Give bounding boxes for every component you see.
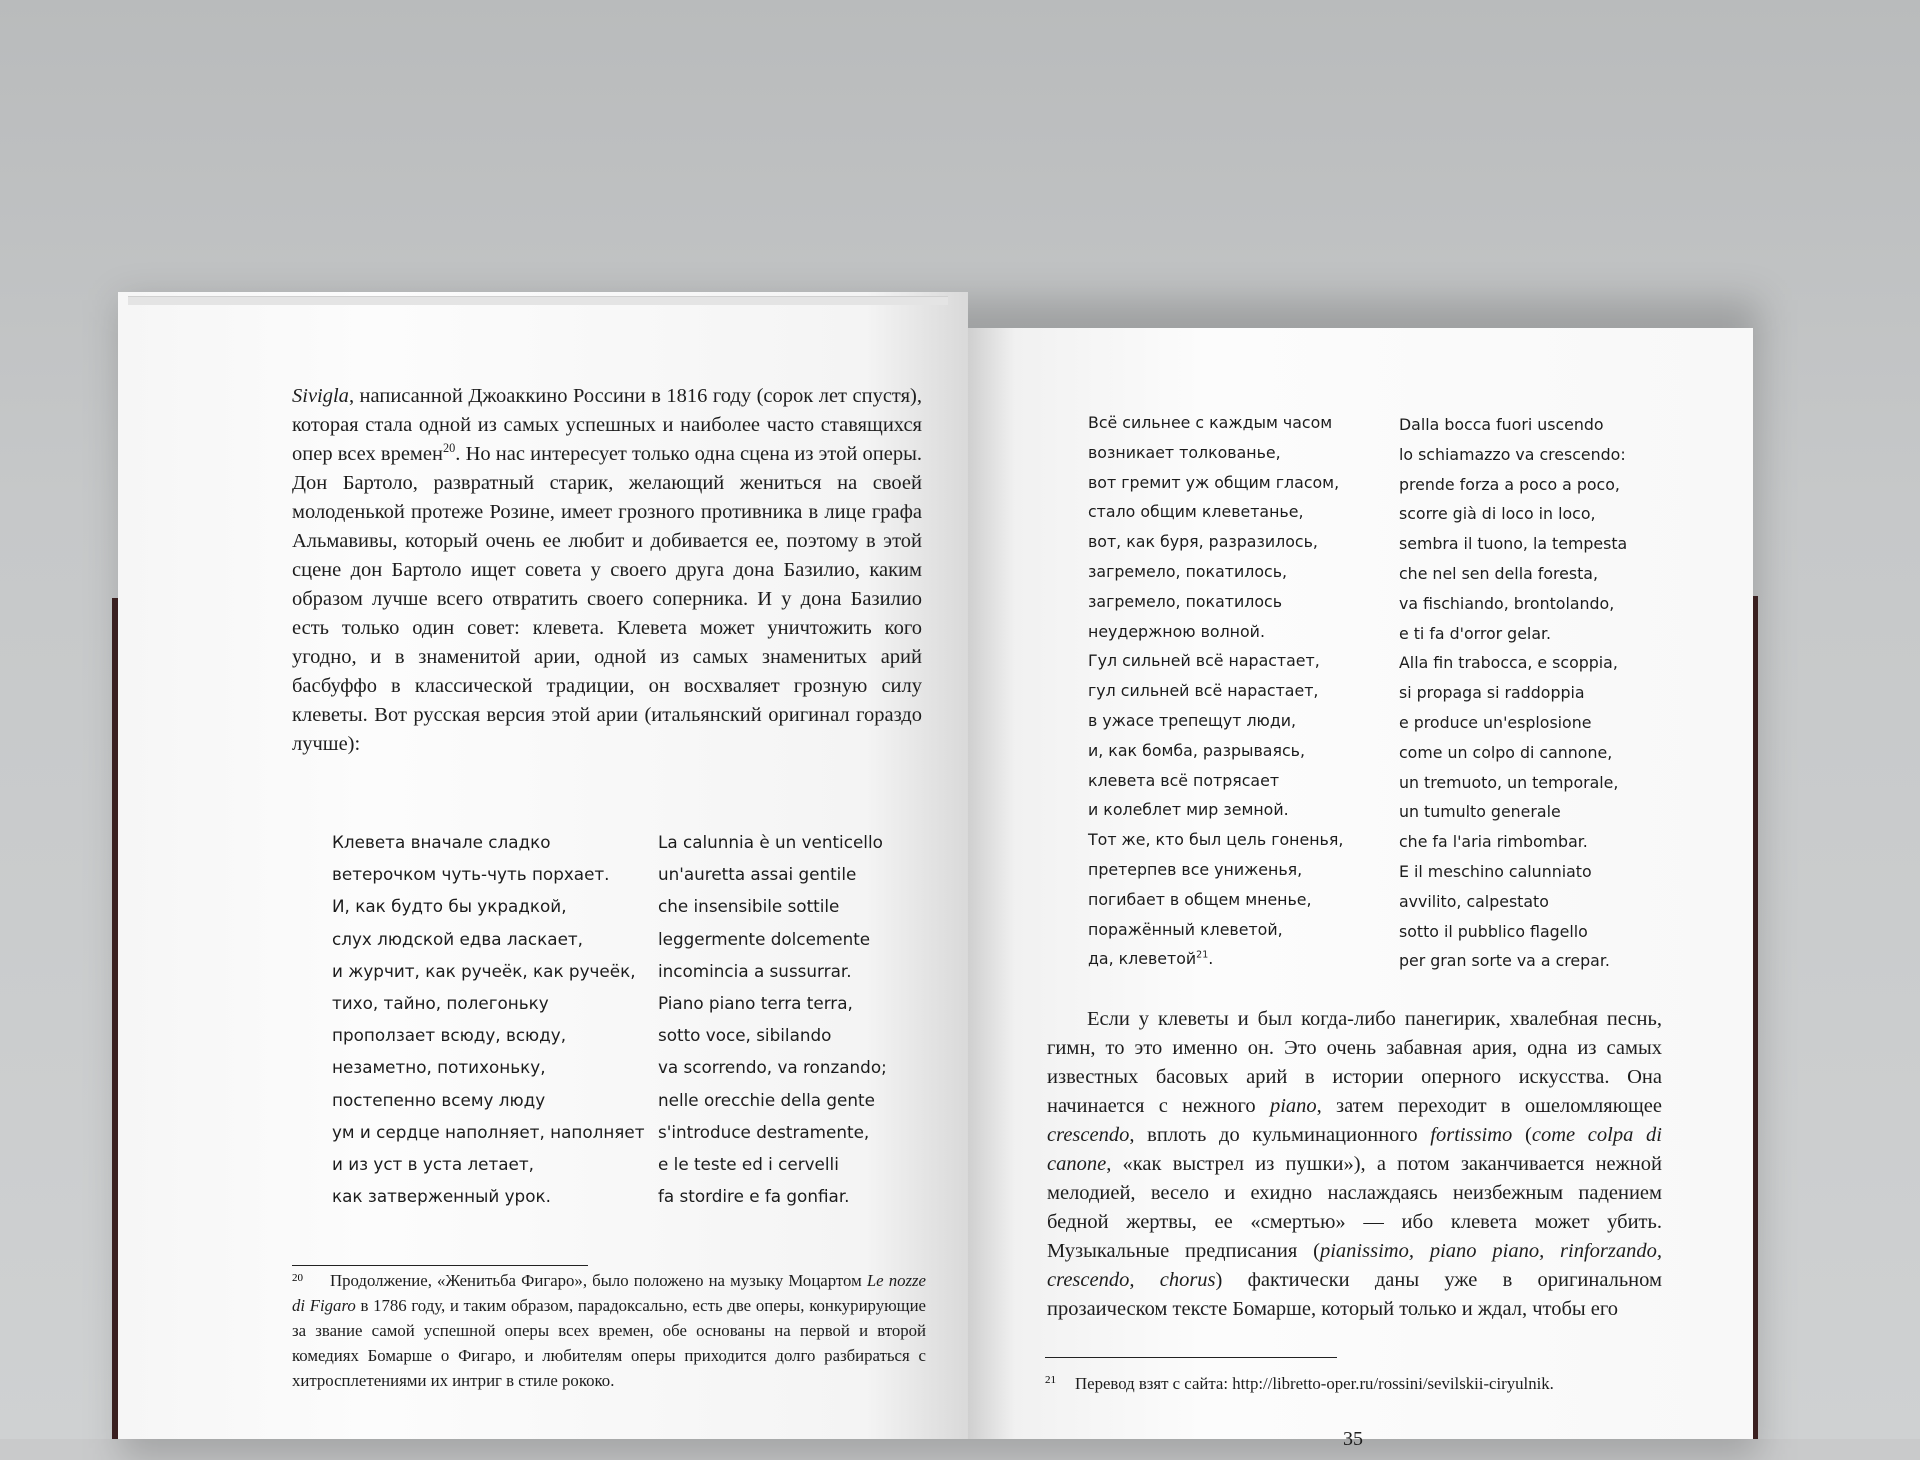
footnote-ref: 20: [442, 441, 456, 456]
left-paragraph: [292, 382, 922, 759]
verse-line-ru: Тот же, кто был цель гоненья,: [1088, 830, 1344, 850]
verse-line-it: La calunnia è un venticello: [658, 832, 883, 852]
verse-line-ru: И, как будто бы украдкой,: [332, 896, 567, 917]
verse-line-ru: и журчит, как ручеёк, как ручеёк,: [332, 960, 636, 981]
text-run: fortissimo: [1430, 1124, 1513, 1146]
verse-line-it: lo schiamazzo va crescendo:: [1399, 444, 1626, 464]
text-run: Sivigla: [292, 385, 349, 407]
verse-line-it: che insensibile sottile: [658, 896, 840, 917]
footnote-20: [292, 1268, 926, 1393]
text-run: Продолжение, «Женитьба Фигаро», было положено на музыку Моцартом: [330, 1271, 867, 1290]
verse-line-ru: как затверженный урок.: [332, 1186, 551, 1207]
verse-line-it: e ti fa d'orror gelar.: [1399, 623, 1552, 643]
footnote-number-20: 20: [292, 1272, 303, 1284]
verse-line-ru: загремело, покатилось: [1088, 591, 1283, 611]
verse-line-it: sotto voce, sibilando: [658, 1025, 832, 1046]
verse-line-it: prende forza a poco a poco,: [1399, 474, 1620, 494]
text-run: . Но нас интересует только одна сцена из этой оперы. Дон Бартоло, развратный старик, желающий жениться на своей молоденькой протеже Розине, имеет грозного противника в лице графа Альмавивы, который очень ее любит и добивается ее, поэтому в этой сцене дон Бартоло ищет совета у своего друга дона Базилио, каким образом лучше всего отвратить своего соперника. И у дона Базилио есть только один совет: клевета. Клевета может уничтожить кого угодно, и в знаменитой арии, одной из самых знаменитых арий басбуффо в классической традиции, он восхваляет грозную силу клеветы. Вот русская версия этой арии (итальянский оригинал гораздо лучше):: [292, 443, 922, 755]
verse-line-it: un'auretta assai gentile: [658, 864, 857, 885]
verse-line-ru: Всё сильнее с каждым часом: [1088, 413, 1333, 432]
text-run: , написанной Джоаккино Россини в 1816 году (сорок лет спустя), которая стала одной из самых успешных и наиболее часто ставящихся опер всех времен: [292, 385, 922, 465]
verse-line-it: che fa l'aria rimbombar.: [1399, 832, 1588, 852]
verse-line-ru: ум и сердце наполняет, наполняет: [332, 1121, 645, 1142]
right-paragraph: [1047, 1005, 1662, 1324]
verse-line-it: un tumulto generale: [1399, 802, 1561, 822]
verse-line-ru: и из уст в уста летает,: [332, 1154, 534, 1175]
verse-line-it: va fischiando, brontolando,: [1399, 593, 1615, 613]
footnote-ref-21: 21: [1196, 950, 1209, 962]
page-number: 35: [1343, 1428, 1363, 1450]
verse-line-ru: проползает всюду, всюду,: [332, 1025, 567, 1046]
verse-line-ru: и колеблет мир земной.: [1088, 800, 1289, 820]
verse-line-ru: загремело, покатилось,: [1088, 561, 1288, 581]
verse-line-it: si propaga si raddoppia: [1399, 683, 1585, 703]
verse-line-ru: Клевета вначале сладко: [332, 832, 551, 852]
verse-line-ru: постепенно всему люду: [332, 1089, 546, 1110]
text-run: Если у клеветы и был когда-либо панегирик, хвалебная песнь, гимн, то это именно он. Это очень забавная ария, одна из самых известных басовых арий в истории оперного искусства. Она начинается с нежного: [1047, 1008, 1662, 1117]
verse-line-ru: клевета всё потрясает: [1088, 770, 1280, 790]
verse-line-ru: погибает в общем мненье,: [1088, 889, 1312, 909]
verse-line-it: e le teste ed i cervelli: [658, 1154, 839, 1175]
verse-line-ru: стало общим клеветанье,: [1088, 502, 1304, 522]
text-run: Le nozze di Figaro: [292, 1271, 926, 1315]
verse-line-it: Alla fin trabocca, e scoppia,: [1399, 653, 1618, 673]
verse-line-ru: Гул сильней всё нарастает,: [1088, 651, 1320, 671]
verse-line-ru: тихо, тайно, полегоньку: [332, 993, 549, 1014]
verse-line-it: sembra il tuono, la tempesta: [1399, 534, 1628, 554]
verse-line-it: E il meschino calunniato: [1399, 861, 1592, 881]
text-run: , «как выстрел из пушки»), а потом заканчивается нежной мелодией, весело и ехидно наслаждаясь неизбежным падением бедной жертвы, ее «смертью» — ибо клевета может убить. Музыкальные предписания (: [1047, 1153, 1662, 1262]
verse-line-it: incomincia a sussurrar.: [658, 960, 852, 981]
footnote-rule-right: [1045, 1357, 1337, 1358]
verse-line-ru: в ужасе трепещут люди,: [1088, 710, 1297, 730]
text-run: в 1786 году, и таким образом, парадоксально, есть две оперы, конкурирующие за звание самой успешной оперы всех времен, обе основаны на первой и второй комедиях Бомарше о Фигаро, и любителям оперы приходится долго разбираться с хитросплетениями их интриг в стиле рококо.: [292, 1296, 926, 1390]
verse-line-it: per gran sorte va a crepar.: [1399, 951, 1610, 971]
right-verse-italian: [1399, 410, 1627, 976]
verse-line-it: leggermente dolcemente: [658, 928, 871, 949]
left-page-stack: [128, 296, 948, 305]
verse-line-ru: слух людской едва ласкает,: [332, 928, 583, 949]
verse-line-ru: ветерочком чуть-чуть порхает.: [332, 864, 610, 885]
left-verse-russian: [332, 826, 645, 1212]
verse-line-it: Dalla bocca fuori uscendo: [1399, 415, 1604, 434]
verse-line-it: nelle orecchie della gente: [658, 1089, 875, 1110]
verse-line-ru: возникает толкованье,: [1088, 442, 1281, 462]
verse-line-it: e produce un'esplosione: [1399, 712, 1592, 732]
text-run: pianissimo, piano piano, rinforzando, crescendo, chorus: [1047, 1240, 1662, 1291]
text-run: , затем переходит в ошеломляющее: [1316, 1095, 1662, 1117]
footnote-number-21: 21: [1045, 1374, 1056, 1386]
verse-line-ru: гул сильней всё нарастает,: [1088, 681, 1319, 701]
verse-line-it: s'introduce destramente,: [658, 1121, 870, 1142]
verse-line-it: scorre già di loco in loco,: [1399, 504, 1596, 524]
verse-line-ru: неудержною волной.: [1088, 621, 1265, 641]
verse-line-ru: поражённый клеветой,: [1088, 919, 1283, 939]
verse-line-ru: вот, как буря, разразилось,: [1088, 532, 1318, 552]
verse-line-it: come un colpo di cannone,: [1399, 742, 1613, 762]
footnote-rule-left: [292, 1265, 588, 1266]
verse-line-ru: вот гремит уж общим гласом,: [1088, 472, 1340, 492]
text-run: come colpa di canone: [1047, 1124, 1662, 1175]
left-verse-italian: [658, 826, 887, 1212]
text-run: piano: [1269, 1095, 1317, 1117]
verse-line-ru: претерпев все униженья,: [1088, 859, 1303, 879]
verse-line-it: sotto il pubblico flagello: [1399, 921, 1588, 941]
footnote-21: Перевод взят с сайта: http://libretto-oper.ru/rossini/sevilskii-ciryulnik.: [1075, 1374, 1554, 1393]
text-run: , вплоть до кульминационного: [1129, 1124, 1431, 1146]
verse-line-ru: незаметно, потихоньку,: [332, 1057, 546, 1078]
text-run: (: [1512, 1124, 1532, 1146]
verse-line-ru-last: да, клеветой$^{21}$.: [1088, 949, 1214, 969]
verse-line-ru: и, как бомба, разрываясь,: [1088, 740, 1305, 760]
verse-line-it: Piano piano terra terra,: [658, 993, 853, 1014]
text-run: ) фактически даны уже в оригинальном прозаическом тексте Бомарше, который только и ждал, чтобы его: [1047, 1269, 1662, 1320]
verse-line-it: va scorrendo, va ronzando;: [658, 1057, 887, 1078]
verse-line-it: che nel sen della foresta,: [1399, 563, 1599, 583]
verse-line-it: fa stordire e fa gonfiar.: [658, 1186, 850, 1207]
verse-line-it: avvilito, calpestato: [1399, 891, 1549, 911]
text-run: crescendo: [1047, 1124, 1130, 1146]
verse-line-it: un tremuoto, un temporale,: [1399, 772, 1619, 792]
right-verse-russian: [1088, 408, 1343, 974]
